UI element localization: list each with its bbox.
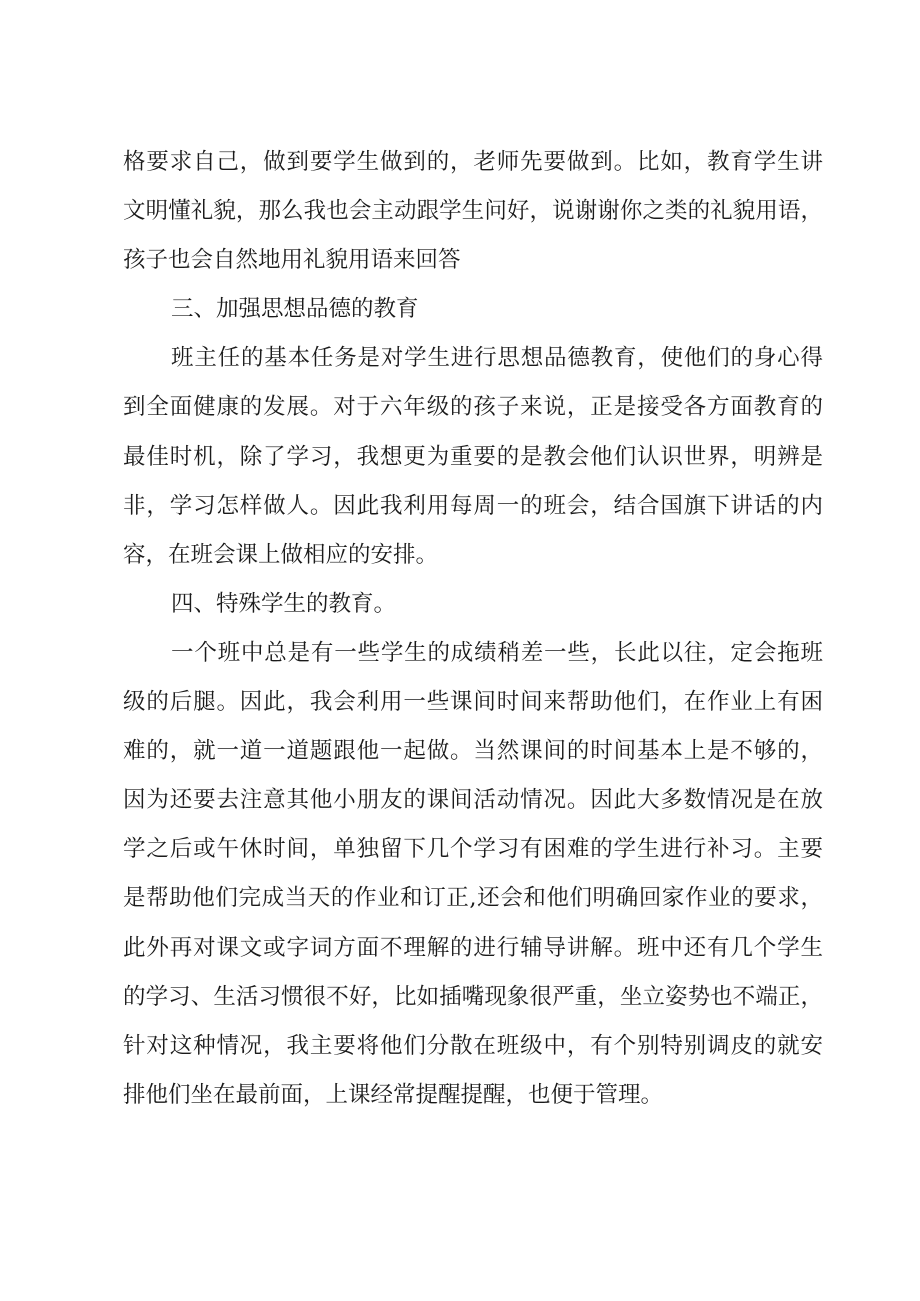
text-line: 文明懂礼貌，那么我也会主动跟学生问好，说谢谢你之类的礼貌用语， xyxy=(123,198,823,225)
text-line: 级的后腿。因此，我会利用一些课间时间来帮助他们，在作业上有困 xyxy=(123,689,823,716)
text-line: 格要求自己，做到要学生做到的，老师先要做到。比如，教育学生讲 xyxy=(123,149,823,175)
section-heading: 三、加强思想品德的教育 xyxy=(171,296,419,323)
text-line: 因为还要去注意其他小朋友的课间活动情况。因此大多数情况是在放 xyxy=(123,787,823,814)
text-line: 非，学习怎样做人。因此我利用每周一的班会，结合国旗下讲话的内 xyxy=(123,492,823,519)
text-line: 容，在班会课上做相应的安排。 xyxy=(123,541,439,568)
text-line: 学之后或午休时间，单独留下几个学习有困难的学生进行补习。主要 xyxy=(123,836,823,863)
text-line: 到全面健康的发展。对于六年级的孩子来说，正是接受各方面教育的 xyxy=(123,394,823,421)
text-line: 的学习、生活习惯很不好，比如插嘴现象很严重，坐立姿势也不端正， xyxy=(123,983,823,1010)
section-heading: 四、特殊学生的教育。 xyxy=(171,590,397,617)
text-line: 此外再对课文或字词方面不理解的进行辅导讲解。班中还有几个学生 xyxy=(123,934,823,961)
text-line: 是帮助他们完成当天的作业和订正,还会和他们明确回家作业的要求， xyxy=(123,885,823,912)
text-line: 难的，就一道一道题跟他一起做。当然课间的时间基本上是不够的， xyxy=(123,738,823,765)
text-line: 最佳时机，除了学习，我想更为重要的是教会他们认识世界，明辨是 xyxy=(123,443,823,470)
document-body xyxy=(123,138,823,1120)
text-line: 针对这种情况，我主要将他们分散在班级中，有个别特别调皮的就安 xyxy=(123,1032,823,1059)
text-line: 排他们坐在最前面，上课经常提醒提醒，也便于管理。 xyxy=(123,1081,664,1108)
text-line: 孩子也会自然地用礼貌用语来回答 xyxy=(123,247,461,274)
text-line: 一个班中总是有一些学生的成绩稍差一些，长此以往，定会拖班 xyxy=(171,639,823,666)
text-line: 班主任的基本任务是对学生进行思想品德教育，使他们的身心得 xyxy=(171,345,823,372)
